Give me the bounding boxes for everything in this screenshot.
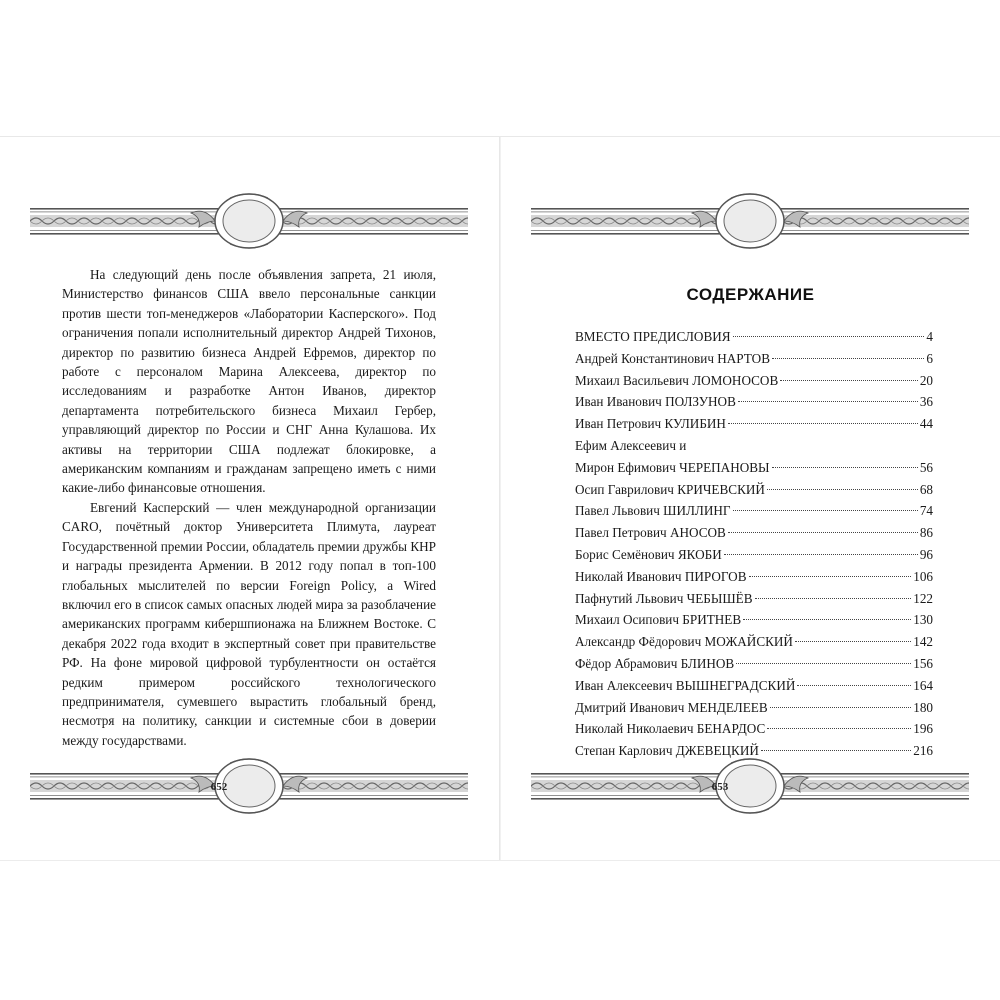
toc-entry-title: Николай Иванович ПИРОГОВ [575, 568, 747, 584]
toc-entry-title: Мирон Ефимович ЧЕРЕПАНОВЫ [575, 459, 770, 475]
toc-entry-page: 4 [926, 329, 933, 344]
toc-entry-page: 86 [919, 525, 933, 541]
toc-entry-page: 216 [913, 743, 933, 759]
toc-entry-title: Александр Фёдорович МОЖАЙСКИЙ [575, 634, 793, 650]
toc-leader-dots [733, 336, 925, 337]
toc-entry-title: Осип Гаврилович КРИЧЕВСКИЙ [575, 481, 765, 497]
toc-entry-title: Пафнутий Львович ЧЕБЫШЁВ [575, 590, 753, 606]
ornamental-footer-icon [30, 757, 468, 817]
toc-entry [575, 566, 933, 588]
left-page [0, 137, 499, 860]
paragraph: На следующий день после объявления запрета, 21 июля, Министерство финансов США ввело персональные санкции против шести топ-менеджеров «Лаборатории Касперского». Под ограничения попали исполнительный директор Андрей Тихонов, директор по развитию бизнеса Андрей Ефремов, директор по работе с персоналом Марина Алексеева, директор по исследованиям и разработке Антон Иванов, директор департамента потребительского бизнеса Михаил Гербер, управляющий директор по России и СНГ Анна Кулашова. Их активы на территории США подлежат блокировке, а американским компаниям и гражданам запрещено иметь с ними какие-либо финансовые отношения. [62, 267, 436, 496]
toc-entry-title: Николай Николаевич БЕНАРДОС [575, 721, 766, 737]
toc-leader-dots [772, 358, 924, 359]
toc-entry-page: 196 [913, 721, 933, 737]
page-number: 653 [711, 781, 729, 793]
toc-entry [575, 479, 933, 501]
toc-leader-dots [724, 554, 918, 555]
toc-entry-title: Андрей Константинович НАРТОВ [575, 350, 770, 366]
toc-entry-page: 130 [913, 612, 933, 628]
page-number: 652 [210, 781, 228, 793]
toc-entry-page: 56 [919, 459, 933, 475]
toc-entry-page: 6 [926, 350, 933, 366]
toc-entry [575, 544, 933, 566]
toc-entry-page: 20 [919, 372, 933, 388]
toc-entry-title: Борис Семёнович ЯКОБИ [575, 546, 722, 562]
toc-leader-dots [728, 423, 918, 424]
toc-entry-title: Дмитрий Иванович МЕНДЕЛЕЕВ [575, 699, 768, 715]
toc-entry [575, 413, 933, 435]
toc-entry-title: ВМЕСТО ПРЕДИСЛОВИЯ [575, 329, 731, 344]
toc-entry [575, 675, 933, 697]
toc-title: СОДЕРЖАНИЕ [686, 285, 815, 304]
toc-entry [575, 631, 933, 653]
toc-entry-page: 164 [913, 677, 933, 693]
toc-entry [575, 326, 933, 348]
toc-leader-dots [749, 576, 912, 577]
toc-entry-title: Иван Иванович ПОЛЗУНОВ [575, 394, 736, 410]
table-of-contents [575, 326, 933, 762]
toc-leader-dots [780, 380, 918, 381]
toc-entry-page: 122 [913, 590, 933, 606]
toc-leader-dots [797, 685, 911, 686]
toc-entry [575, 435, 933, 457]
body-text [62, 265, 436, 750]
toc-leader-dots [755, 598, 912, 599]
toc-leader-dots [736, 663, 911, 664]
toc-entry-page: 96 [919, 546, 933, 562]
toc-entry-title: Михаил Осипович БРИТНЕВ [575, 612, 742, 628]
toc-entry [575, 500, 933, 522]
toc-entry-page: 74 [919, 503, 933, 519]
toc-entry-title: Степан Карлович ДЖЕВЕЦКИЙ [575, 743, 759, 759]
toc-entry [575, 391, 933, 413]
toc-leader-dots [761, 750, 911, 751]
toc-entry [575, 370, 933, 392]
toc-leader-dots [767, 728, 911, 729]
toc-entry-title: Иван Петрович КУЛИБИН [575, 416, 726, 432]
toc-leader-dots [738, 401, 918, 402]
toc-entry-page: 156 [913, 655, 933, 671]
toc-entry-page: 68 [919, 481, 933, 497]
toc-entry [575, 457, 933, 479]
toc-entry [575, 697, 933, 719]
toc-entry-page: 44 [919, 416, 933, 432]
toc-entry-title: Павел Петрович АНОСОВ [575, 525, 726, 541]
toc-leader-dots [767, 489, 918, 490]
toc-entry-page: 36 [919, 394, 933, 410]
toc-leader-dots [772, 467, 918, 468]
toc-entry [575, 522, 933, 544]
toc-entry-title: Фёдор Абрамович БЛИНОВ [575, 655, 735, 671]
toc-leader-dots [770, 707, 912, 708]
right-page [501, 137, 1000, 860]
toc-entry-page: 106 [913, 568, 933, 584]
toc-entry [575, 609, 933, 631]
ornamental-header-icon [531, 192, 969, 252]
toc-entry-page: 142 [913, 634, 933, 650]
ornamental-header-icon [30, 192, 468, 252]
toc-entry [575, 718, 933, 740]
toc-entry-title: Иван Алексеевич ВЫШНЕГРАДСКИЙ [575, 677, 796, 693]
paragraph: Евгений Касперский — член международной организации CARO, почётный доктор Университета Плимута, лауреат Государственной премии России, обладатель премии дружбы КНР и награды президента Армении. В 2012 году попал в топ-100 глобальных мыслителей по версии Foreign Policy, а Wired включил его в список самых опасных людей мира за разоблачение американских программ кибершпионажа на Ближнем Востоке. С декабря 2022 года входит в экспертный совет при правительстве РФ. На фоне мировой цифровой турбулентности он остаётся редким примером российского технологического предпринимателя, сумевшего вырастить глобальный бренд, несмотря на политику, санкции и системные сбои в доверии между государствами. [62, 499, 436, 748]
toc-leader-dots [795, 641, 911, 642]
ornamental-footer-icon [531, 757, 969, 817]
toc-entry [575, 653, 933, 675]
toc-entry-title: Михаил Васильевич ЛОМОНОСОВ [575, 372, 779, 388]
toc-entry-title: Павел Львович ШИЛЛИНГ [575, 503, 731, 519]
toc-leader-dots [743, 619, 911, 620]
toc-leader-dots [728, 532, 918, 533]
toc-entry [575, 348, 933, 370]
toc-entry-title: Ефим Алексеевич и [575, 437, 687, 453]
page-edge-bottom [0, 860, 1000, 861]
toc-entry-page: 180 [913, 699, 933, 715]
toc-leader-dots [733, 510, 918, 511]
toc-entry [575, 588, 933, 610]
